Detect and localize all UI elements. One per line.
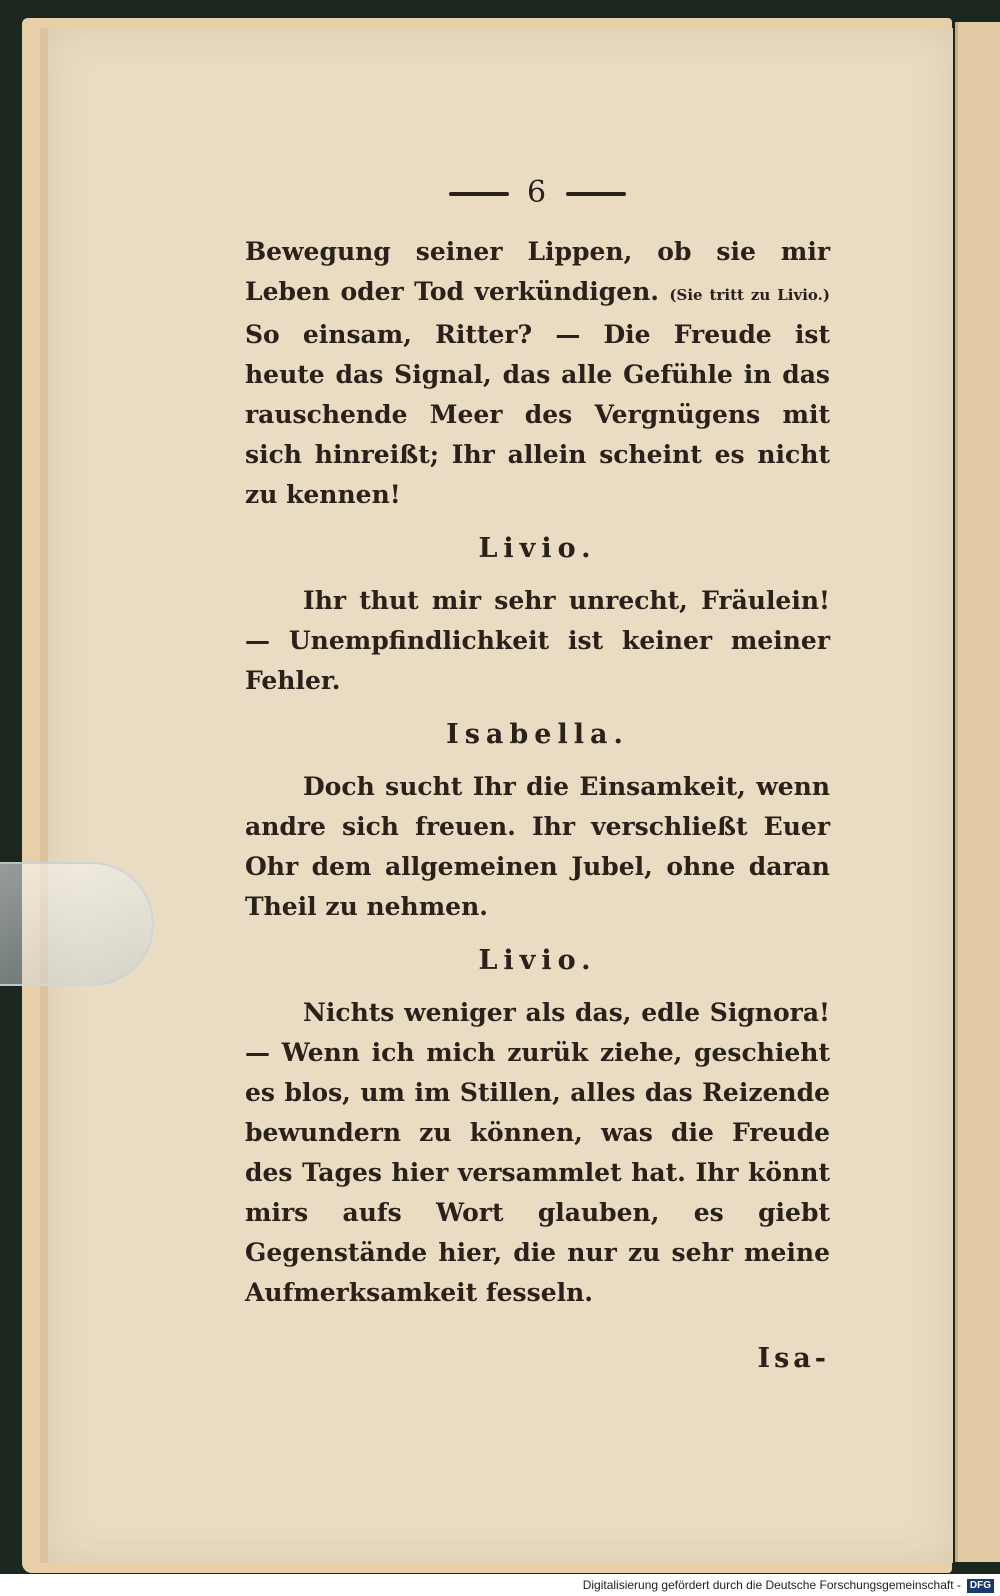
text-before: Bewegung seiner Lippen, ob sie mir Leben oder Tod verkündigen. [245, 237, 830, 306]
header-ornament-left [449, 192, 509, 196]
header-ornament-right [566, 192, 626, 196]
speaker-name: Livio. [478, 945, 597, 976]
page-content [245, 175, 830, 1374]
next-page-strip [955, 22, 1000, 1562]
speaker-name: Livio. [478, 533, 597, 564]
page-number: 6 [526, 175, 549, 210]
page-clip [0, 862, 154, 986]
dfg-logo: DFG [967, 1579, 994, 1593]
speech-text: Nichts weniger als das, edle Signora! — Wenn ich mich zurük ziehe, geschieht es blos, um im Stillen, alles das Reizende bewundern zu können, was die Freude des Tages hier versammlet hat. Ihr könnt mirs aufs Wort glauben, es giebt Gegenstände hier, die nur zu sehr meine Aufmerksamkeit fesseln. [245, 998, 830, 1307]
footer-bar [0, 1574, 1000, 1596]
page-header [245, 175, 830, 210]
speech-text: Doch sucht Ihr die Einsamkeit, wenn andre sich freuen. Ihr verschließt Euer Ohr dem allgemeinen Jubel, ohne daran Theil zu nehmen. [245, 772, 830, 921]
catchword: Isa- [757, 1343, 830, 1374]
footer-credit: Digitalisierung gefördert durch die Deutsche Forschungsgemeinschaft - [582, 1578, 961, 1592]
text-after: So einsam, Ritter? — Die Freude ist heute das Signal, das alle Gefühle in das rauschende Meer des Vergnügens mit sich hinreißt; Ihr allein scheint es nicht zu kennen! [245, 320, 830, 509]
opening-paragraph [245, 232, 830, 515]
speech-text: Ihr thut mir sehr unrecht, Fräulein! — Unempfindlichkeit ist keiner meiner Fehler. [245, 586, 830, 695]
stage-direction: (Sie tritt zu Livio.) [669, 286, 830, 304]
speaker-name: Isabella. [446, 719, 629, 750]
